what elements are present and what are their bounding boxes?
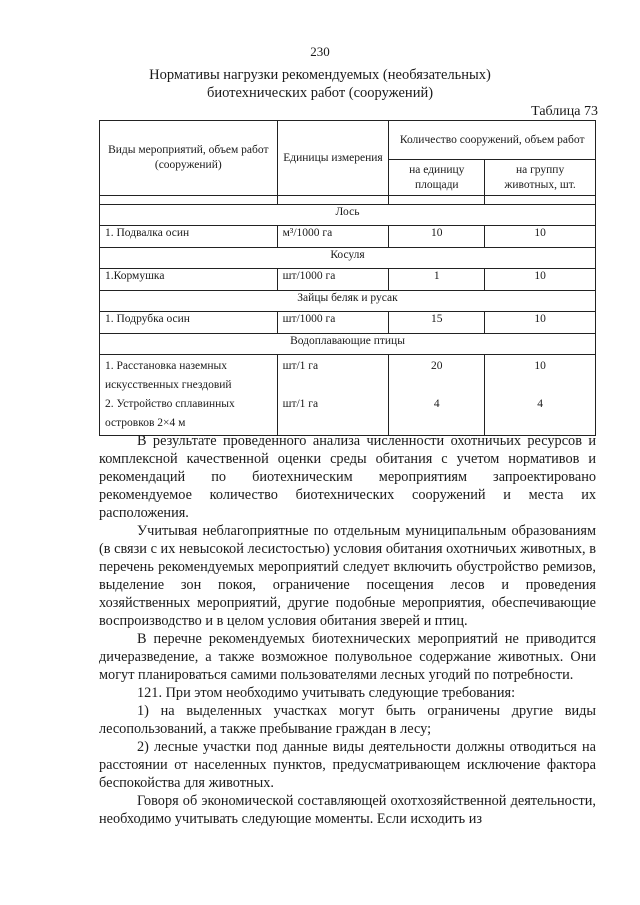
norms-table — [99, 120, 596, 436]
table-row — [100, 269, 596, 291]
paragraph: 2) лесные участки под данные виды деятельности должны отводиться на расстоянии от населенных пунктов, предусматривающем исключение фактора беспокойства для животных. — [99, 739, 596, 791]
header-quantity: Количество сооружений, объем работ — [389, 121, 596, 160]
section-title-hares: Зайцы беляк и русак — [100, 291, 596, 312]
section-title-roe-deer: Косуля — [100, 248, 596, 269]
paragraph: Говоря об экономической составляющей охотхозяйственной деятельности, необходимо учитывать следующие моменты. Если исходить из — [99, 793, 596, 827]
paragraph: 121. При этом необходимо учитывать следующие требования: — [137, 685, 516, 701]
table-row — [100, 226, 596, 248]
unit-cell: м³/1000 га — [277, 226, 389, 248]
section-title-moose: Лось — [100, 205, 596, 226]
section-title-waterfowl: Водоплавающие птицы — [100, 334, 596, 355]
per-area-cell — [389, 355, 485, 436]
per-area-value: 4 — [433, 398, 440, 410]
table-row — [100, 312, 596, 334]
per-group-cell — [485, 355, 596, 436]
title-line-1: Нормативы нагрузки рекомендуемых (необязательных) — [149, 67, 491, 83]
header-activities: Виды мероприятий, объем работ (сооружений) — [100, 121, 278, 196]
page-title — [0, 66, 640, 102]
per-group-cell: 10 — [485, 312, 596, 334]
unit-value: шт/1 га — [282, 398, 319, 410]
per-group-value: 10 — [534, 360, 546, 372]
page-number: 230 — [310, 44, 330, 59]
table-row — [100, 355, 596, 436]
unit-cell: шт/1000 га — [277, 269, 389, 291]
activity-line: 1. Расстановка наземных — [105, 360, 228, 372]
paragraph: В перечне рекомендуемых биотехнических мероприятий не приводится дичеразведение, а также возможное полувольное содержание животных. Они могут планироваться самими пользователями лесных угодий по потребности. — [99, 631, 596, 683]
header-per-group: на группу животных, шт. — [485, 160, 596, 196]
per-group-value: 4 — [537, 398, 543, 410]
header-per-area: на единицу площади — [389, 160, 485, 196]
paragraph: В результате проведенного анализа численности охотничьих ресурсов и комплексной качественной оценки среды обитания с учетом нормативов и рекомендаций по биотехническим мероприятиям запроектировано рекомендуемое количество биотехнических сооружений и места их расположения. — [99, 433, 596, 521]
activity-line: островков 2×4 м — [105, 417, 186, 429]
per-group-cell: 10 — [485, 226, 596, 248]
body-text — [99, 432, 596, 828]
activity-cell — [100, 355, 278, 436]
activity-line: 2. Устройство сплавинных — [105, 398, 235, 410]
activity-cell: 1. Подрубка осин — [100, 312, 278, 334]
activity-cell: 1.Кормушка — [100, 269, 278, 291]
table-label: Таблица 73 — [531, 104, 598, 119]
per-group-cell: 10 — [485, 269, 596, 291]
header-units: Единицы измерения — [277, 121, 389, 196]
per-area-cell: 1 — [389, 269, 485, 291]
per-area-cell: 10 — [389, 226, 485, 248]
unit-cell — [277, 355, 389, 436]
activity-line: искусственных гнездовий — [105, 379, 232, 391]
per-area-cell: 15 — [389, 312, 485, 334]
per-area-value: 20 — [431, 360, 443, 372]
paragraph: 1) на выделенных участках могут быть ограничены другие виды лесопользований, а также пребывание граждан в лесу; — [99, 703, 596, 737]
unit-value: шт/1 га — [282, 360, 319, 372]
paragraph: Учитывая неблагоприятные по отдельным муниципальным образованиям (в связи с их невысокой лесистостью) условия обитания охотничьих животных, в перечень рекомендуемых мероприятий следует включить обустройство ремизов, выделение зон покоя, ограничение посещения лесов и проведения хозяйственных мероприятий, другие подобные мероприятия, обеспечивающие воспроизводство и в целом условия обитания зверей и птиц. — [99, 523, 596, 629]
activity-cell: 1. Подвалка осин — [100, 226, 278, 248]
header-gap-row — [100, 196, 596, 205]
title-line-2: биотехнических работ (сооружений) — [206, 85, 434, 101]
unit-cell: шт/1000 га — [277, 312, 389, 334]
